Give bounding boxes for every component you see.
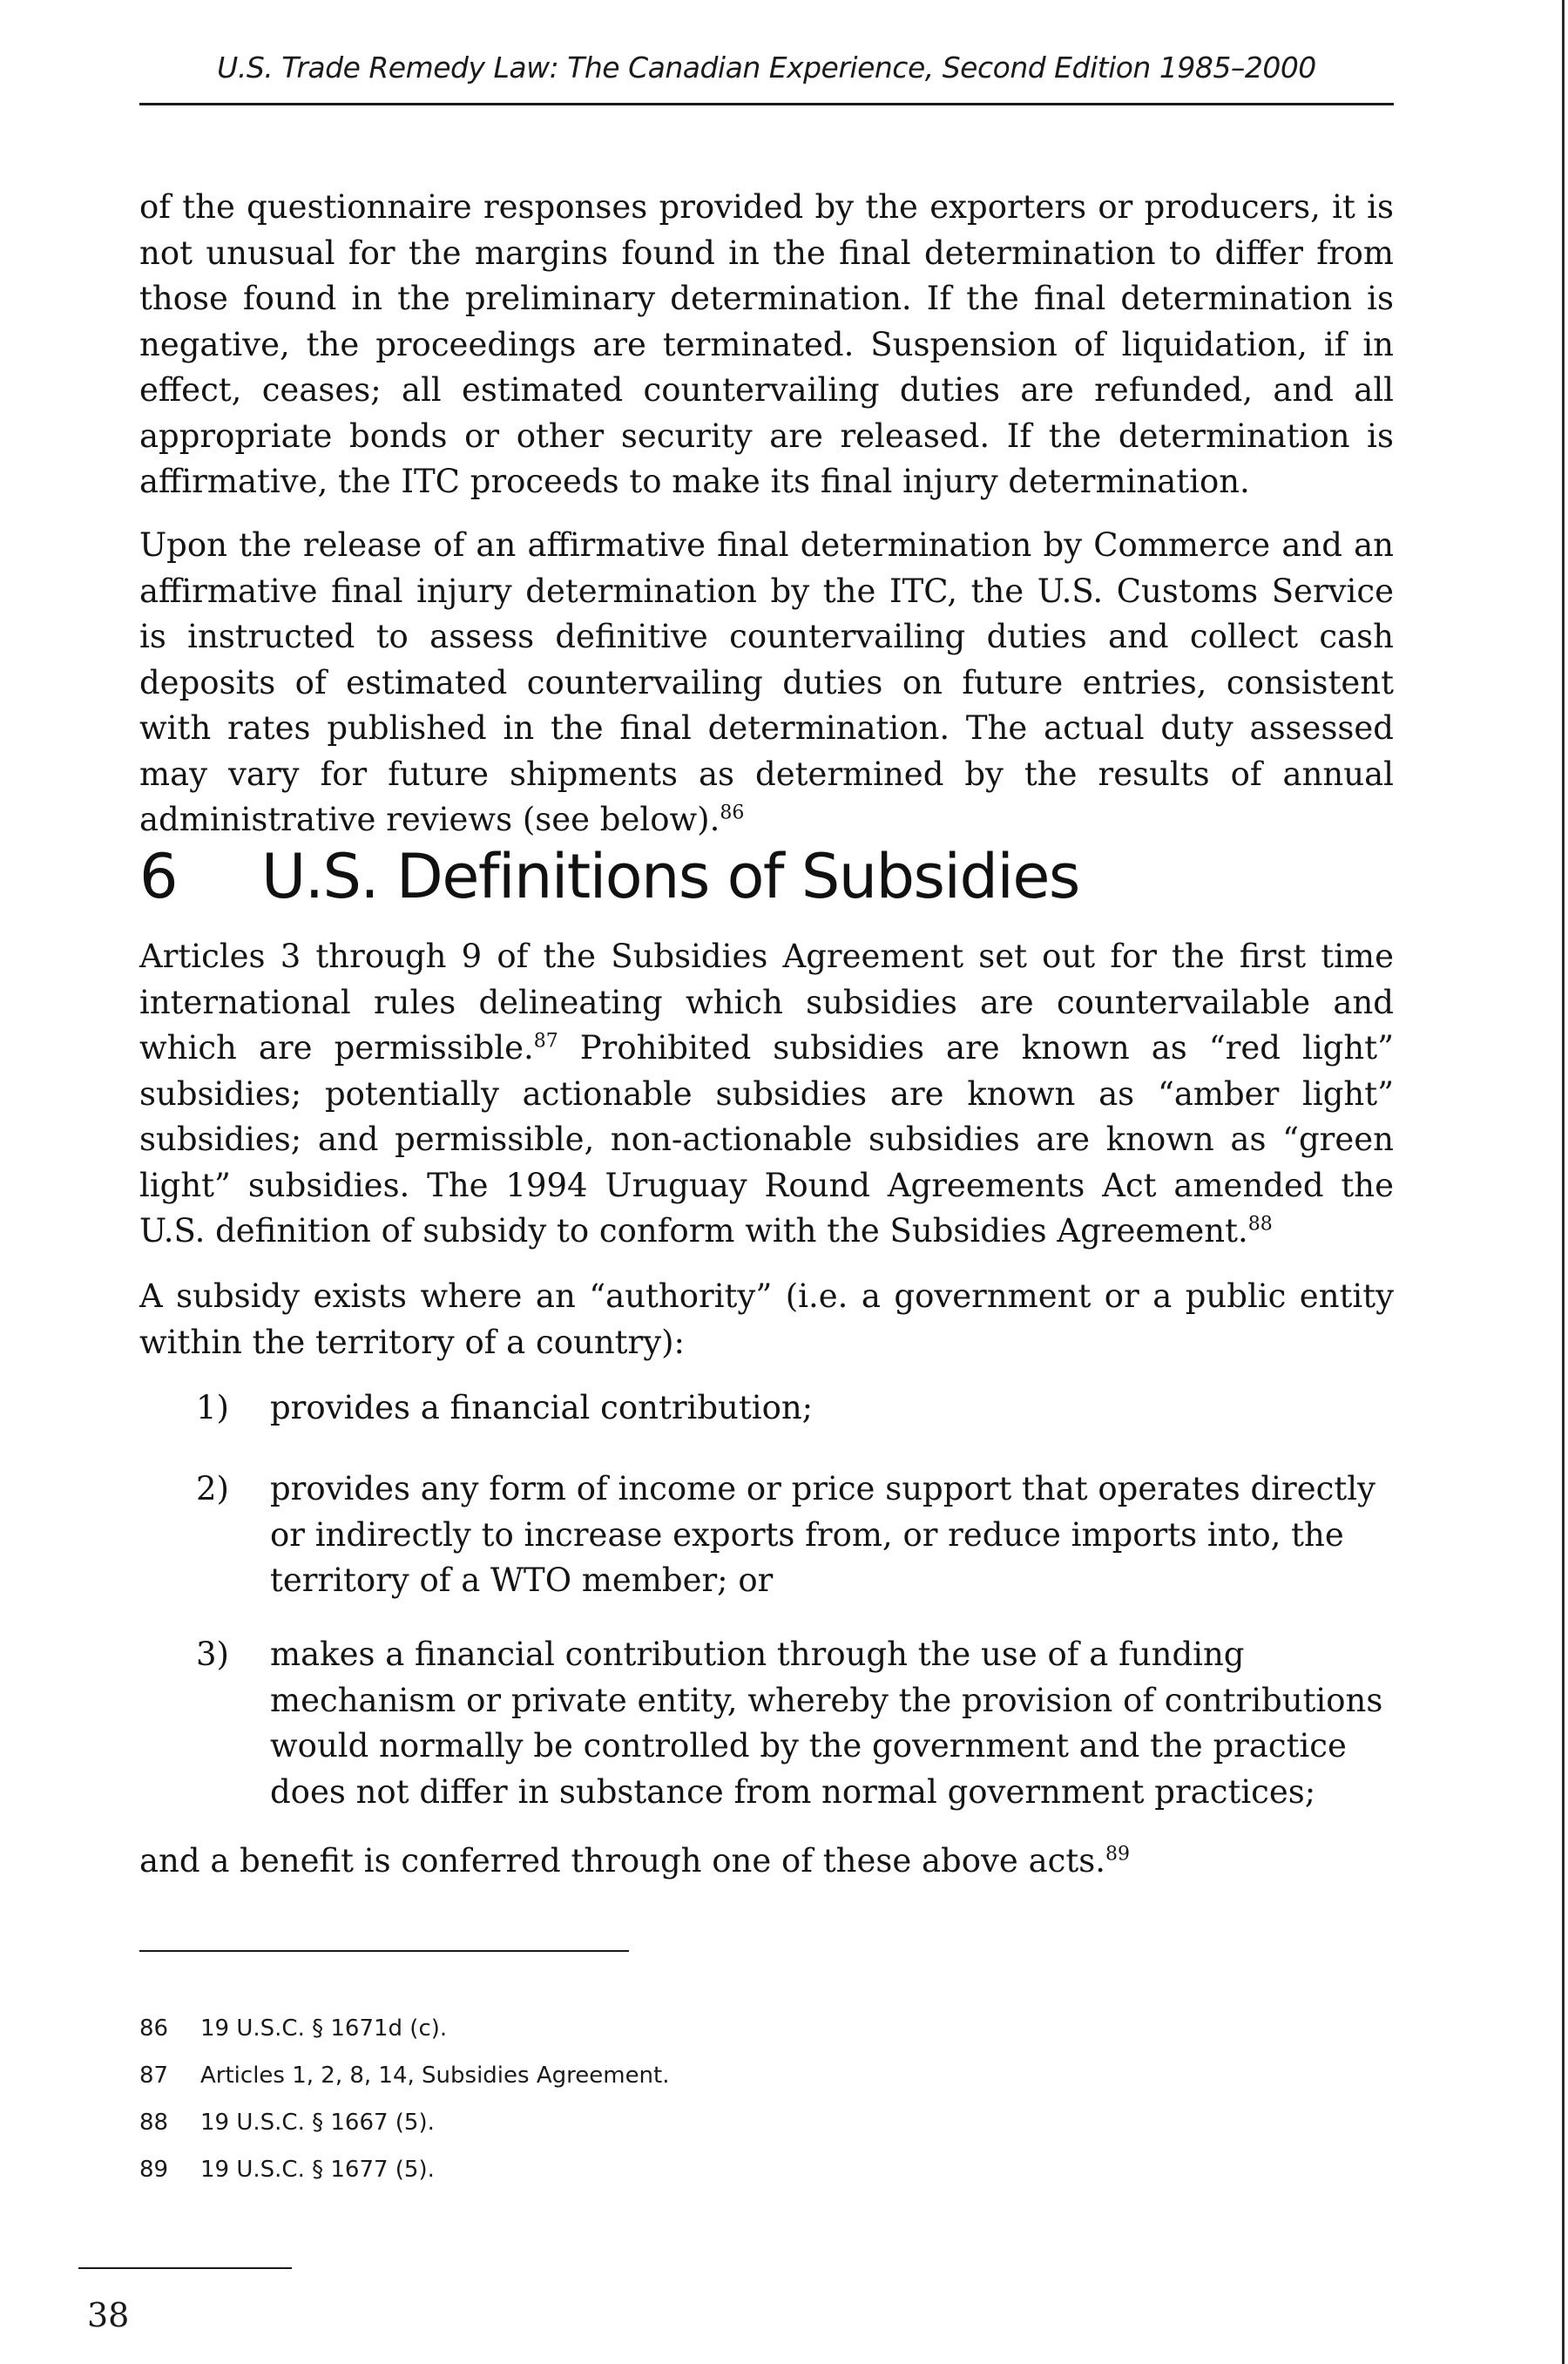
running-header: U.S. Trade Remedy Law: The Canadian Experience, Second Edition 1985–2000: [217, 51, 1316, 85]
page-number-rule: [78, 2267, 292, 2269]
paragraph-4: [139, 1274, 1394, 1365]
footnote-number: 88: [139, 2110, 169, 2136]
footnote-text: 19 U.S.C. § 1667 (5).: [200, 2110, 435, 2136]
list-item-text: provides a financial contribution;: [270, 1389, 814, 1426]
paragraph-3-text-a: Articles 3 through 9 of the Subsidies Agreement set out for the first time international rules delineating which subsidies are countervailable and which are permissible.: [139, 938, 1394, 1067]
footnote: [139, 2063, 670, 2089]
section-heading: [139, 841, 1394, 912]
footnote-number: 89: [139, 2157, 169, 2183]
list-item-text: provides any form of income or price support that operates directly or indirectly to increase exports from, or reduce imports into, the territory of a WTO member; or: [270, 1470, 1375, 1599]
scan-edge-line: [1562, 0, 1565, 2364]
footnote-ref-89[interactable]: 89: [1105, 1843, 1130, 1866]
footnote: [139, 2015, 447, 2042]
footnote-number: 86: [139, 2015, 169, 2042]
footnote-ref-86[interactable]: 86: [720, 802, 745, 824]
list-item-number: 1): [196, 1389, 229, 1426]
footnote-text: 19 U.S.C. § 1677 (5).: [200, 2157, 435, 2183]
paragraph-3-text-b: Prohibited subsidies are known as “red light” subsidies; potentially actionable subsidies are known as “amber light” subsidies; and permissible, non-actionable subsidies are known as “green light” subsidies. The 1994 Uruguay Round Agreements Act amended the U.S. definition of subsidy to conform with the Subsidies Agreement.: [139, 1029, 1394, 1250]
paragraph-2-text: Upon the release of an affirmative final determination by Commerce and an affirmative final injury determination by the ITC, the U.S. Customs Service is instructed to assess definitive countervailing duties and collect cash deposits of estimated countervailing duties on future entries, consistent with rates published in the final determination. The actual duty assessed may vary for future shipments as determined by the results of annual administrative reviews (see below).: [139, 526, 1394, 838]
footnote-ref-87[interactable]: 87: [533, 1030, 558, 1053]
paragraph-2: [139, 523, 1394, 843]
paragraph-5-text: and a benefit is conferred through one of these above acts.: [139, 1842, 1105, 1880]
list-item-text: makes a financial contribution through the use of a funding mechanism or private entity, whereby the provision of contributions would normally be controlled by the government and the practice does not differ in substance from normal government practices;: [270, 1636, 1383, 1811]
paragraph-5: [139, 1839, 1394, 1885]
paragraph-3: [139, 934, 1394, 1255]
footnote-text: 19 U.S.C. § 1671d (c).: [200, 2015, 448, 2042]
footnote: [139, 2110, 435, 2136]
section-title: U.S. Definitions of Subsidies: [261, 841, 1079, 912]
footnote-number: 87: [139, 2063, 169, 2089]
header-rule: [139, 103, 1394, 105]
footnote-text: Articles 1, 2, 8, 14, Subsidies Agreement.: [200, 2063, 670, 2089]
paragraph-4-text: A subsidy exists where an “authority” (i.e. a government or a public entity within the territory of a country):: [139, 1277, 1394, 1361]
footnote-ref-88[interactable]: 88: [1247, 1213, 1273, 1236]
section-number: 6: [139, 841, 178, 912]
page-number: 38: [87, 2296, 130, 2334]
paragraph-1: [139, 185, 1394, 505]
paragraph-1-text: of the questionnaire responses provided by the exporters or producers, it is not unusual for the margins found in the final determination to differ from those found in the preliminary determination. If the final determination is negative, the proceedings are terminated. Suspension of liquidation, if in effect, ceases; all estimated countervailing duties are refunded, and all appropriate bonds or other security are released. If the determination is affirmative, the ITC proceeds to make its final injury determination.: [139, 188, 1394, 500]
list-item-number: 3): [196, 1636, 229, 1673]
footnote-rule: [139, 1950, 629, 1952]
footnote: [139, 2157, 435, 2183]
list-item-number: 2): [196, 1470, 229, 1507]
